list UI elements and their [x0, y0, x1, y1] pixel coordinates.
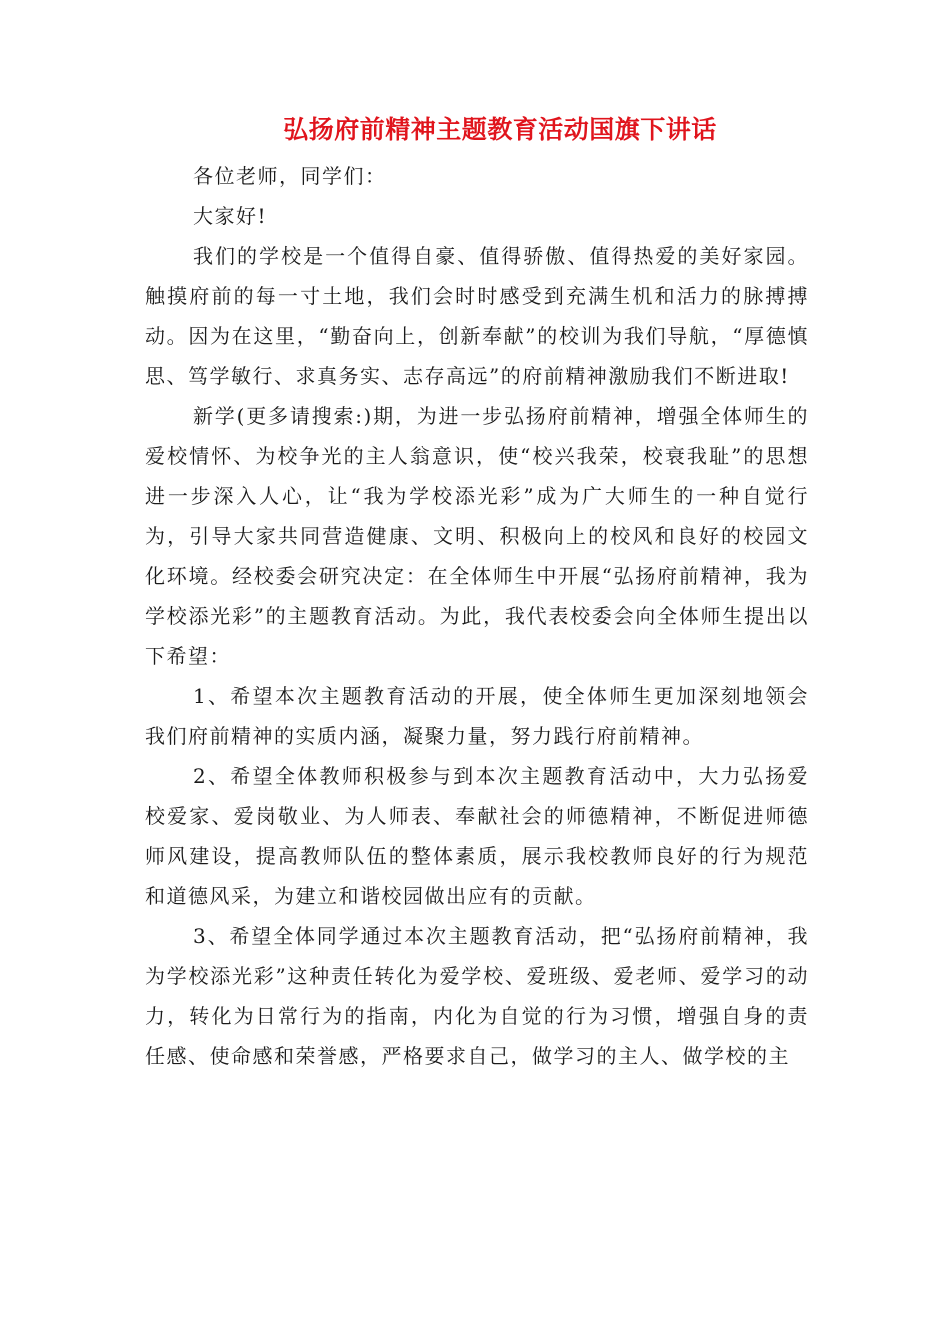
greeting: 大家好! [193, 204, 268, 228]
hope-item-3: 3、希望全体同学通过本次主题教育活动，把“弘扬府前精神，我为学校添光彩”这种责任转化为爱学校、爱班级、爱老师、爱学习的动力，转化为日常行为的指南，内化为自觉的行为习惯，增强自身的责任感、使命感和荣誉感，严格要求自己，做学习的主人、做学校的主 [145, 924, 809, 1068]
document-title: 弘扬府前精神主题教育活动国旗下讲话 [283, 115, 717, 144]
hope-item-2: 2、希望全体教师积极参与到本次主题教育活动中，大力弘扬爱校爱家、爱岗敬业、为人师表、奉献社会的师德精神，不断促进师德师风建设，提高教师队伍的整体素质，展示我校教师良好的行为规范和道德风采，为建立和谐校园做出应有的贡献。 [145, 764, 809, 908]
paragraph-activity-announcement: 新学(更多请搜索:)期，为进一步弘扬府前精神，增强全体师生的爱校情怀、为校争光的主人翁意识，使“校兴我荣，校衰我耻”的思想进一步深入人心，让“我为学校添光彩”成为广大师生的一种自觉行为，引导大家共同营造健康、文明、积极向上的校风和良好的校园文化环境。经校委会研究决定：在全体师生中开展“弘扬府前精神，我为学校添光彩”的主题教育活动。为此，我代表校委会向全体师生提出以下希望： [145, 404, 809, 668]
salutation: 各位老师，同学们： [193, 164, 387, 188]
document-body [145, 156, 809, 1076]
hope-item-1: 1、希望本次主题教育活动的开展，使全体师生更加深刻地领会我们府前精神的实质内涵，凝聚力量，努力践行府前精神。 [145, 684, 809, 748]
paragraph-school-pride: 我们的学校是一个值得自豪、值得骄傲、值得热爱的美好家园。触摸府前的每一寸土地，我们会时时感受到充满生机和活力的脉搏搏动。因为在这里，“勤奋向上，创新奉献”的校训为我们导航，“厚德慎思、笃学敏行、求真务实、志存高远”的府前精神激励我们不断进取! [145, 244, 809, 388]
